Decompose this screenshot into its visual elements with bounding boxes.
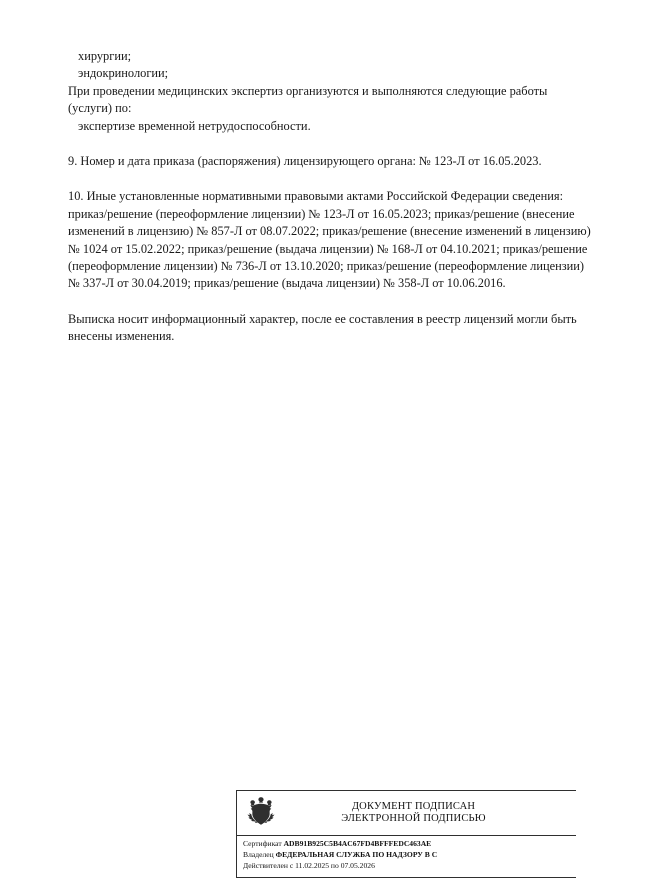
spacer — [68, 135, 592, 153]
stamp-valid-label: Действителен с — [243, 861, 294, 871]
stamp-title — [281, 801, 576, 826]
paragraph-item-9: 9. Номер и дата приказа (распоряжения) лицензирующего органа: № 123-Л от 16.05.2023. — [68, 154, 542, 169]
electronic-signature-stamp — [236, 790, 576, 878]
stamp-certificate-line — [243, 838, 572, 849]
paragraph-item-10: 10. Иные установленные нормативными правовыми актами Российской Федерации сведения: приказ/решение (переоформление лицензии) № 123-Л от 16.05.2023; приказ/решение (внесение изменений в лицензию) № 857-Л от 08.07.2022; приказ/решение (внесение изменений в лицензию) № 1024 от 15.02.2022; приказ/решение (выдача лицензии) № 168-Л от 04.10.2021; приказ/решение (переоформление лицензии) № 736-Л от 13.10.2020; приказ/решение (переоформление лицензии) № 337-Л от 30.04.2019; приказ/решение (выдача лицензии) № 358-Л от 10.06.2016. — [68, 189, 591, 291]
stamp-owner-label: Владелец — [243, 850, 274, 860]
stamp-title-line-1: ДОКУМЕНТ ПОДПИСАН — [351, 800, 476, 812]
stamp-valid-line — [243, 860, 572, 871]
stamp-owner-value: ФЕДЕРАЛЬНАЯ СЛУЖБА ПО НАДЗОРУ В С — [275, 850, 438, 860]
stamp-certificate-label: Сертификат — [243, 839, 282, 848]
document-body — [68, 48, 592, 346]
spacer — [68, 293, 592, 311]
russian-coat-of-arms-icon — [241, 793, 281, 833]
paragraph-surgery: хирургии; — [78, 49, 132, 63]
paragraph-expertise-item: экспертизе временной нетрудоспособности. — [78, 118, 311, 133]
stamp-owner-line — [243, 849, 572, 860]
paragraph-expertise-intro: При проведении медицинских экспертиз организуются и выполняются следующие работы (услуги) по: — [68, 83, 548, 116]
spacer — [68, 170, 592, 188]
paragraph-disclaimer: Выписка носит информационный характер, после ее составления в реестр лицензий могли быть внесены изменения. — [68, 311, 577, 344]
paragraph-endocrinology: эндокринологии; — [78, 66, 169, 81]
stamp-title-line-2: ЭЛЕКТРОННОЙ ПОДПИСЬЮ — [341, 813, 486, 824]
stamp-header — [237, 791, 576, 835]
stamp-certificate-value: ADB91B925C5B4AC67FD4BFFFEDC463AE — [283, 839, 432, 848]
stamp-valid-value: 11.02.2025 по 07.05.2026 — [295, 861, 375, 871]
stamp-details — [237, 836, 576, 872]
